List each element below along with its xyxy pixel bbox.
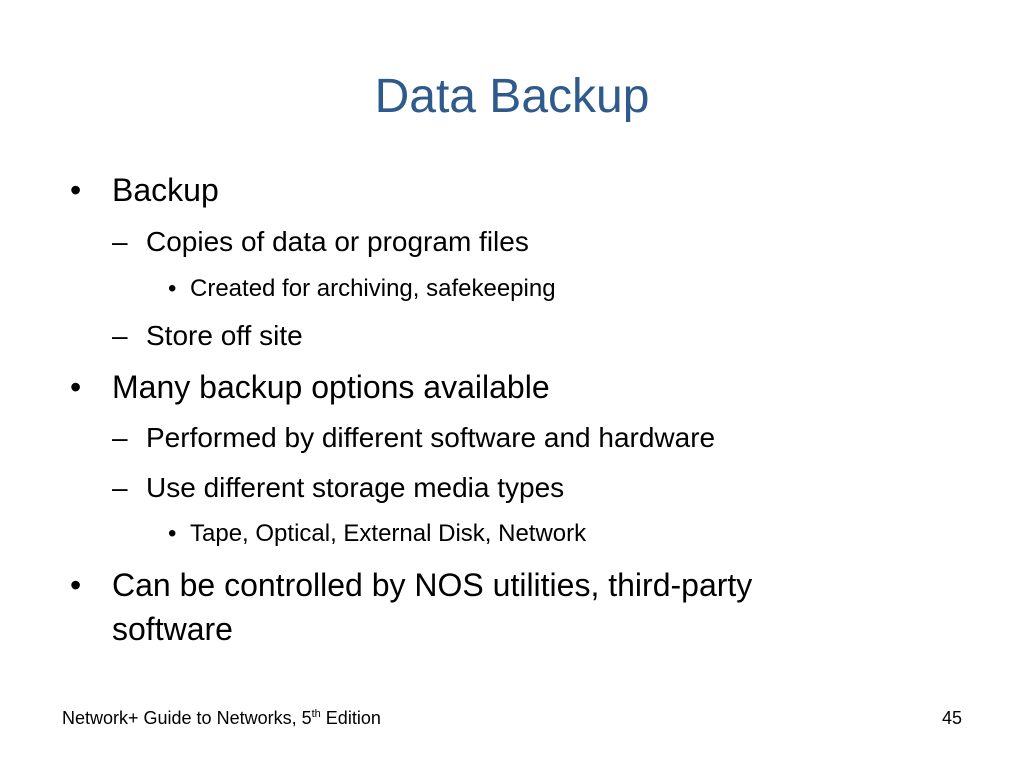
bullet-text: Use different storage media types — [146, 472, 565, 503]
bullet-text: Tape, Optical, External Disk, Network — [190, 520, 587, 547]
bullet-marker: • — [70, 369, 82, 405]
bullet-item — [168, 517, 586, 551]
bullet-item-continuation — [62, 607, 233, 651]
bullet-marker: • — [70, 172, 82, 208]
bullet-text: Backup — [112, 172, 219, 208]
bullet-item — [62, 365, 550, 409]
slide-title: Data Backup — [374, 70, 650, 123]
bullet-marker: • — [168, 520, 177, 547]
footer-book-suffix: Edition — [320, 708, 381, 728]
dash-marker: – — [112, 422, 128, 453]
page-number: 45 — [941, 708, 962, 728]
dash-marker: – — [112, 320, 128, 351]
bullet-text: Store off site — [146, 320, 303, 351]
footer-book-prefix: Network+ Guide to Networks, 5 — [62, 708, 312, 728]
bullet-marker: • — [70, 567, 82, 603]
bullet-item — [168, 272, 556, 306]
bullet-text: Can be controlled by NOS utilities, third-party — [112, 567, 753, 603]
bullet-text: Performed by different software and hardware — [146, 422, 716, 453]
dash-marker: – — [112, 226, 128, 257]
bullet-text: Copies of data or program files — [146, 226, 529, 257]
bullet-item — [112, 418, 715, 458]
bullet-item — [112, 468, 564, 508]
footer-book-superscript: th — [311, 708, 321, 720]
bullet-text: Many backup options available — [112, 369, 550, 405]
bullet-item — [62, 563, 752, 607]
bullet-item — [62, 168, 219, 212]
dash-marker: – — [112, 472, 128, 503]
footer-book-title — [62, 706, 381, 730]
bullet-text: Created for archiving, safekeeping — [190, 275, 556, 302]
bullet-text: software — [112, 611, 233, 647]
bullet-item — [112, 316, 303, 356]
bullet-marker: • — [168, 275, 177, 302]
bullet-item — [112, 222, 529, 262]
